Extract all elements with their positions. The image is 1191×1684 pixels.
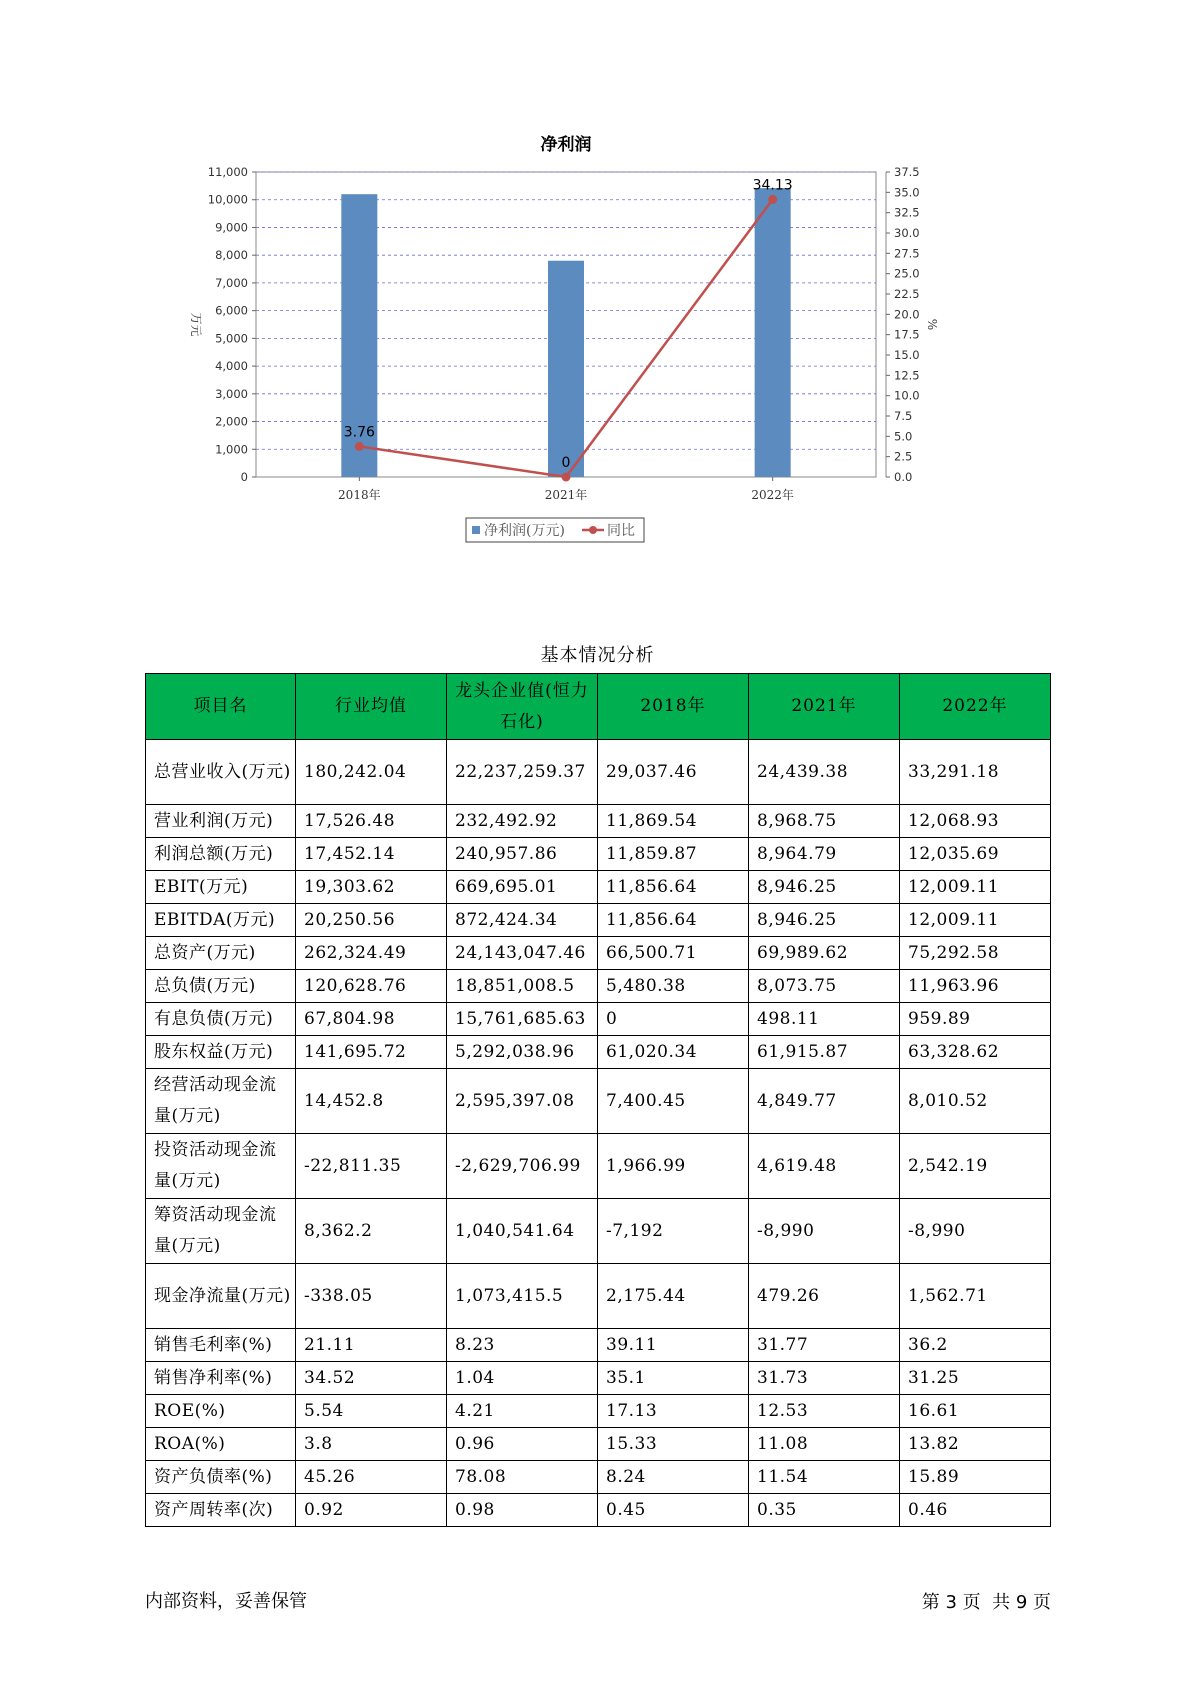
table-cell: 22,237,259.37	[447, 740, 598, 805]
table-cell: 180,242.04	[296, 740, 447, 805]
table-cell: 15.33	[598, 1428, 749, 1461]
table-cell: 8,964.79	[749, 838, 900, 871]
y-right-tick-label: 12.5	[894, 368, 920, 383]
table-row	[146, 1264, 1051, 1329]
y-right-tick-label: 2.5	[894, 449, 913, 464]
table-cell: 0.98	[447, 1494, 598, 1527]
table-cell: 4,619.48	[749, 1134, 900, 1199]
table-cell: -22,811.35	[296, 1134, 447, 1199]
y-right-tick-label: 10.0	[894, 388, 920, 403]
table-header-cell: 2018年	[598, 674, 749, 740]
bar-net-profit	[548, 261, 584, 477]
table-cell: 11,859.87	[598, 838, 749, 871]
table-header-cell: 行业均值	[296, 674, 447, 740]
table-row	[146, 1069, 1051, 1134]
table-row	[146, 1395, 1051, 1428]
y-left-tick-label: 3,000	[215, 386, 248, 401]
table-cell: 17,526.48	[296, 805, 447, 838]
table-cell: 8.24	[598, 1461, 749, 1494]
table-cell: 15.89	[900, 1461, 1051, 1494]
footer-page-number: 第 3 页 共 9 页	[921, 1592, 1051, 1613]
chart-svg	[180, 130, 1040, 600]
table-cell: 8,073.75	[749, 970, 900, 1003]
table-row	[146, 1036, 1051, 1069]
net-profit-chart	[180, 130, 1040, 600]
table-cell: 12,009.11	[900, 871, 1051, 904]
legend-bar-label: 净利润(万元)	[484, 523, 565, 539]
table-cell: 69,989.62	[749, 937, 900, 970]
y-right-axis-label: %	[925, 318, 939, 331]
row-name-cell: ROA(%)	[146, 1428, 296, 1461]
table-row	[146, 838, 1051, 871]
table-cell: 12.53	[749, 1395, 900, 1428]
row-name-cell: 资产负债率(%)	[146, 1461, 296, 1494]
table-cell: 39.11	[598, 1329, 749, 1362]
table-cell: 13.82	[900, 1428, 1051, 1461]
table-cell: -8,990	[749, 1199, 900, 1264]
table-cell: 33,291.18	[900, 740, 1051, 805]
table-cell: 21.11	[296, 1329, 447, 1362]
table-row	[146, 1199, 1051, 1264]
table-row	[146, 1494, 1051, 1527]
y-left-tick-label: 4,000	[215, 359, 248, 374]
table-cell: 1,966.99	[598, 1134, 749, 1199]
table-row	[146, 970, 1051, 1003]
row-name-cell: 股东权益(万元)	[146, 1036, 296, 1069]
table-cell: 0.92	[296, 1494, 447, 1527]
table-cell: 19,303.62	[296, 871, 447, 904]
table-cell: 24,439.38	[749, 740, 900, 805]
table-cell: 11.08	[749, 1428, 900, 1461]
table-cell: 2,595,397.08	[447, 1069, 598, 1134]
chart-title: 净利润	[540, 135, 592, 155]
y-left-tick-label: 8,000	[215, 248, 248, 263]
table-cell: 1,040,541.64	[447, 1199, 598, 1264]
table-cell: 11,963.96	[900, 970, 1051, 1003]
table-header-cell: 项目名	[146, 674, 296, 740]
table-cell: 24,143,047.46	[447, 937, 598, 970]
table-cell: 5,292,038.96	[447, 1036, 598, 1069]
y-right-tick-label: 5.0	[894, 429, 913, 444]
table-cell: 1.04	[447, 1362, 598, 1395]
table-cell: 498.11	[749, 1003, 900, 1036]
y-right-tick-label: 22.5	[894, 287, 920, 301]
table-cell: 11.54	[749, 1461, 900, 1494]
table-cell: 35.1	[598, 1362, 749, 1395]
table-cell: 31.73	[749, 1362, 900, 1395]
y-left-tick-label: 11,000	[207, 165, 248, 179]
table-cell: 67,804.98	[296, 1003, 447, 1036]
table-cell: 11,856.64	[598, 871, 749, 904]
row-name-cell: 营业利润(万元)	[146, 805, 296, 838]
yoy-data-label: 34.13	[752, 177, 793, 194]
table-cell: -7,192	[598, 1199, 749, 1264]
row-name-cell: 资产周转率(次)	[146, 1494, 296, 1527]
table-cell: 262,324.49	[296, 937, 447, 970]
table-cell: 61,020.34	[598, 1036, 749, 1069]
row-name-cell: 总营业收入(万元)	[146, 740, 296, 805]
table-header-cell: 2021年	[749, 674, 900, 740]
table-cell: 4.21	[447, 1395, 598, 1428]
table-cell: 31.77	[749, 1329, 900, 1362]
row-name-cell: 销售净利率(%)	[146, 1362, 296, 1395]
row-name-cell: EBIT(万元)	[146, 871, 296, 904]
table-cell: 7,400.45	[598, 1069, 749, 1134]
row-name-cell: EBITDA(万元)	[146, 904, 296, 937]
table-cell: -8,990	[900, 1199, 1051, 1264]
table-row	[146, 1003, 1051, 1036]
table-cell: 14,452.8	[296, 1069, 447, 1134]
y-right-tick-label: 35.0	[894, 185, 920, 200]
table-row	[146, 1362, 1051, 1395]
x-tick-label: 2018年	[338, 488, 381, 502]
table-cell: 1,073,415.5	[447, 1264, 598, 1329]
table-cell: 11,869.54	[598, 805, 749, 838]
y-left-tick-label: 6,000	[215, 303, 248, 318]
y-right-tick-label: 32.5	[894, 205, 920, 220]
row-name-cell: ROE(%)	[146, 1395, 296, 1428]
table-cell: 0.45	[598, 1494, 749, 1527]
table-cell: 61,915.87	[749, 1036, 900, 1069]
y-left-tick-label: 5,000	[215, 331, 248, 346]
x-tick-label: 2021年	[544, 488, 588, 502]
y-right-tick-label: 17.5	[894, 327, 920, 342]
x-tick-label: 2022年	[751, 488, 794, 502]
table-row	[146, 740, 1051, 805]
y-left-tick-label: 10,000	[207, 192, 248, 207]
table-header-row	[146, 674, 1051, 740]
table-cell: 8,010.52	[900, 1069, 1051, 1134]
yoy-data-label: 3.76	[343, 424, 375, 441]
row-name-cell: 总负债(万元)	[146, 970, 296, 1003]
table-cell: 20,250.56	[296, 904, 447, 937]
table-cell: 479.26	[749, 1264, 900, 1329]
table-cell: 0	[598, 1003, 749, 1036]
table-cell: 75,292.58	[900, 937, 1051, 970]
table-cell: 959.89	[900, 1003, 1051, 1036]
table-cell: 8,362.2	[296, 1199, 447, 1264]
table-cell: 12,009.11	[900, 904, 1051, 937]
table-cell: 8,946.25	[749, 871, 900, 904]
table-row	[146, 805, 1051, 838]
y-right-tick-label: 37.5	[894, 165, 920, 179]
table-cell: 232,492.92	[447, 805, 598, 838]
yoy-point	[768, 195, 777, 204]
row-name-cell: 投资活动现金流量(万元)	[146, 1134, 296, 1199]
table-cell: 12,068.93	[900, 805, 1051, 838]
footer-confidential: 内部资料，妥善保管	[145, 1591, 307, 1612]
yoy-data-label: 0	[561, 455, 571, 471]
y-right-tick-label: 30.0	[894, 226, 920, 240]
table-header-cell: 龙头企业值(恒力石化)	[447, 674, 598, 740]
table-cell: 17,452.14	[296, 838, 447, 871]
table-cell: 240,957.86	[447, 838, 598, 871]
table-row	[146, 871, 1051, 904]
table-cell: 120,628.76	[296, 970, 447, 1003]
table-cell: 16.61	[900, 1395, 1051, 1428]
table-cell: 29,037.46	[598, 740, 749, 805]
table-header-cell: 2022年	[900, 674, 1051, 740]
y-left-tick-label: 9,000	[215, 220, 248, 235]
table-cell: 66,500.71	[598, 937, 749, 970]
table-row	[146, 1329, 1051, 1362]
y-left-tick-label: 2,000	[215, 414, 248, 429]
y-right-tick-label: 27.5	[894, 246, 920, 261]
table-row	[146, 937, 1051, 970]
table-cell: 11,856.64	[598, 904, 749, 937]
row-name-cell: 销售毛利率(%)	[146, 1329, 296, 1362]
table-cell: 17.13	[598, 1395, 749, 1428]
table-cell: 669,695.01	[447, 871, 598, 904]
table-cell: 8,946.25	[749, 904, 900, 937]
legend-bar-swatch	[472, 526, 480, 534]
table-cell: -2,629,706.99	[447, 1134, 598, 1199]
y-right-tick-label: 15.0	[894, 348, 920, 362]
table-cell: 1,562.71	[900, 1264, 1051, 1329]
table-cell: 0.35	[749, 1494, 900, 1527]
table-cell: 3.8	[296, 1428, 447, 1461]
table-cell: 12,035.69	[900, 838, 1051, 871]
table-cell: -338.05	[296, 1264, 447, 1329]
table-cell: 34.52	[296, 1362, 447, 1395]
row-name-cell: 利润总额(万元)	[146, 838, 296, 871]
bar-net-profit	[755, 188, 791, 477]
y-right-tick-label: 7.5	[894, 409, 913, 423]
table-cell: 4,849.77	[749, 1069, 900, 1134]
legend-line-marker	[589, 526, 597, 534]
table-row	[146, 1428, 1051, 1461]
legend-line-label: 同比	[607, 523, 635, 539]
y-left-axis-label: 万元	[189, 312, 203, 337]
table-row	[146, 1461, 1051, 1494]
table-cell: 15,761,685.63	[447, 1003, 598, 1036]
analysis-table	[145, 673, 1051, 1527]
table-cell: 141,695.72	[296, 1036, 447, 1069]
table-cell: 2,542.19	[900, 1134, 1051, 1199]
table-cell: 63,328.62	[900, 1036, 1051, 1069]
table-cell: 45.26	[296, 1461, 447, 1494]
yoy-point	[355, 442, 364, 451]
row-name-cell: 有息负债(万元)	[146, 1003, 296, 1036]
table-cell: 36.2	[900, 1329, 1051, 1362]
table-caption: 基本情况分析	[540, 645, 655, 666]
y-left-tick-label: 0	[240, 470, 248, 484]
y-right-tick-label: 0.0	[894, 470, 913, 484]
row-name-cell: 现金净流量(万元)	[146, 1264, 296, 1329]
row-name-cell: 总资产(万元)	[146, 937, 296, 970]
table-cell: 5,480.38	[598, 970, 749, 1003]
table-cell: 0.96	[447, 1428, 598, 1461]
table-cell: 872,424.34	[447, 904, 598, 937]
y-left-tick-label: 7,000	[215, 275, 248, 290]
y-right-tick-label: 20.0	[894, 307, 920, 322]
row-name-cell: 筹资活动现金流量(万元)	[146, 1199, 296, 1264]
table-row	[146, 904, 1051, 937]
table-cell: 31.25	[900, 1362, 1051, 1395]
y-left-tick-label: 1,000	[215, 442, 248, 457]
table-cell: 18,851,008.5	[447, 970, 598, 1003]
table-cell: 78.08	[447, 1461, 598, 1494]
table-cell: 0.46	[900, 1494, 1051, 1527]
table-row	[146, 1134, 1051, 1199]
table-cell: 8,968.75	[749, 805, 900, 838]
table-cell: 5.54	[296, 1395, 447, 1428]
yoy-point	[562, 473, 571, 482]
row-name-cell: 经营活动现金流量(万元)	[146, 1069, 296, 1134]
table-cell: 8.23	[447, 1329, 598, 1362]
table-cell: 2,175.44	[598, 1264, 749, 1329]
y-right-tick-label: 25.0	[894, 266, 920, 281]
